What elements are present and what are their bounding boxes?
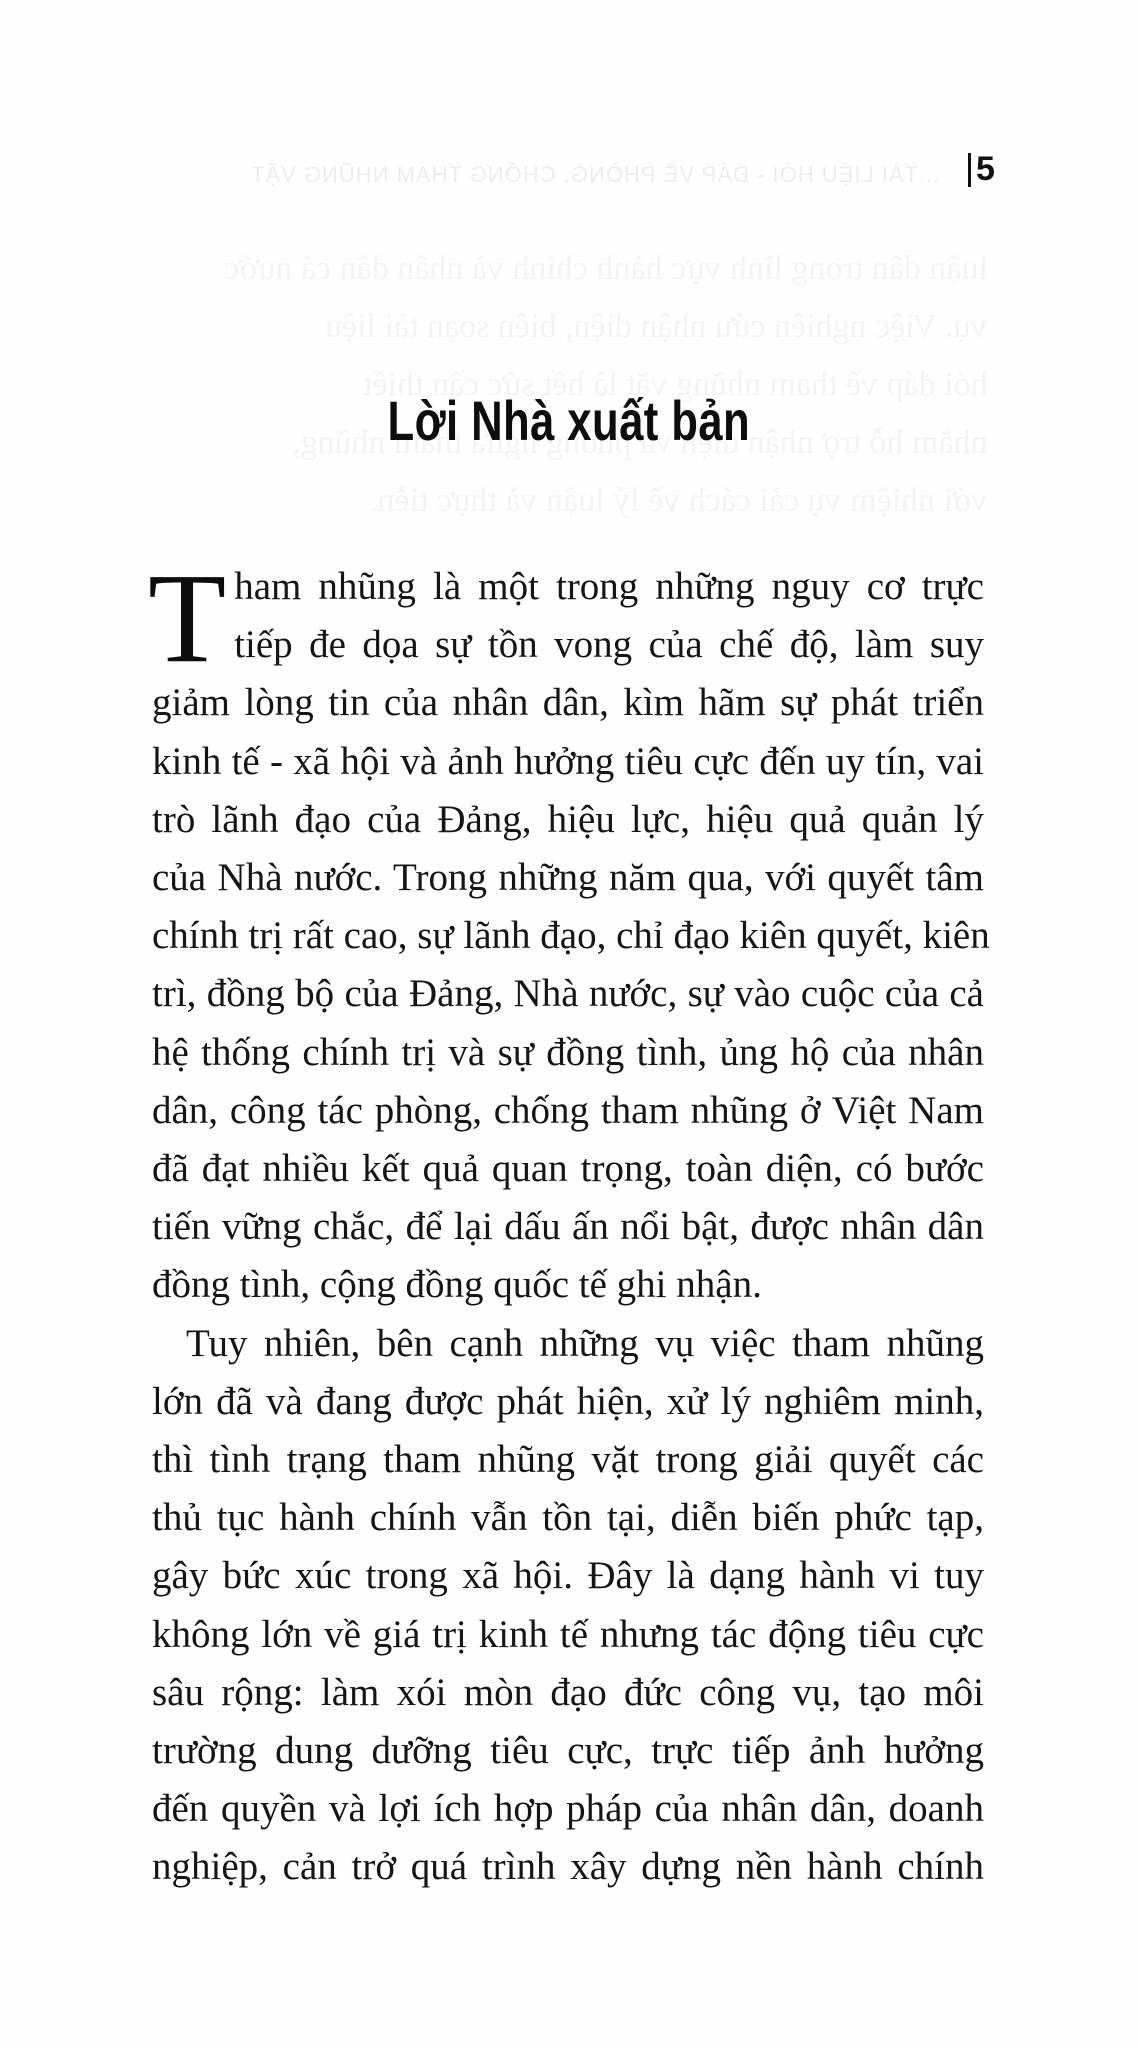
drop-cap: T bbox=[148, 547, 227, 689]
text-line: Tuy nhiên, bên cạnh những vụ việc tham nhũng bbox=[186, 1321, 984, 1365]
text-line: thủ tục hành chính vẫn tồn tại, diễn biến phức tạp, bbox=[152, 1496, 984, 1540]
page-title: Lời Nhà xuất bản bbox=[387, 389, 751, 452]
text-line: nghiệp, cản trở quá trình xây dựng nền hành chính bbox=[152, 1845, 984, 1889]
text-line: hệ thống chính trị và sự đồng tình, ủng hộ của nhân bbox=[152, 1030, 984, 1074]
text-line: ham nhũng là một trong những nguy cơ trực bbox=[234, 565, 984, 608]
text-line: giảm lòng tin của nhân dân, kìm hãm sự phát triển bbox=[152, 681, 984, 725]
paragraph-2 bbox=[152, 1315, 984, 1897]
text-line: tiếp đe dọa sự tồn vong của chế độ, làm suy bbox=[234, 623, 984, 667]
show-through-text bbox=[224, 250, 988, 288]
text-line: đến quyền và lợi ích hợp pháp của nhân dân, doanh bbox=[152, 1787, 984, 1831]
text-line: đã đạt nhiều kết quả quan trọng, toàn diện, có bước bbox=[152, 1147, 984, 1191]
text-line: lớn đã và đang được phát hiện, xử lý nghiêm minh, bbox=[152, 1379, 984, 1423]
paragraph-1 bbox=[148, 547, 990, 1315]
page-number bbox=[968, 150, 995, 189]
body-text bbox=[148, 547, 990, 1897]
text-line: kinh tế - xã hội và ảnh hưởng tiêu cực đến uy tín, vai bbox=[152, 739, 984, 783]
show-through-text bbox=[369, 482, 988, 520]
running-head: ...TÀI LIỆU HỎI - ĐÁP VỀ PHÒNG, CHỐNG THAM NHŨNG VẶT bbox=[250, 162, 940, 187]
text-line: dân, công tác phòng, chống tham nhũng ở Việt Nam bbox=[152, 1088, 984, 1132]
page-number-value: 5 bbox=[976, 150, 995, 188]
text-line: gây bức xúc trong xã hội. Đây là dạng hành vi tuy bbox=[152, 1554, 984, 1598]
text-line: đồng tình, cộng đồng quốc tế ghi nhận. bbox=[152, 1263, 762, 1307]
text-line: trường dung dưỡng tiêu cực, trực tiếp ảnh hưởng bbox=[152, 1729, 984, 1773]
page-number-rule bbox=[968, 153, 971, 187]
text-line: không lớn về giá trị kinh tế nhưng tác động tiêu cực bbox=[152, 1612, 984, 1656]
text-line: thì tình trạng tham nhũng vặt trong giải quyết các bbox=[152, 1438, 984, 1482]
text-line: trì, đồng bộ của Đảng, Nhà nước, sự vào cuộc của cả bbox=[152, 972, 984, 1016]
text-line: trò lãnh đạo của Đảng, hiệu lực, hiệu quả quản lý bbox=[152, 797, 984, 841]
text-line: chính trị rất cao, sự lãnh đạo, chỉ đạo kiên quyết, kiên bbox=[152, 914, 990, 958]
text-line: tiến vững chắc, để lại dấu ấn nổi bật, được nhân dân bbox=[152, 1205, 984, 1249]
show-through-text bbox=[325, 308, 988, 346]
text-line: của Nhà nước. Trong những năm qua, với quyết tâm bbox=[152, 856, 984, 900]
text-line: sâu rộng: làm xói mòn đạo đức công vụ, tạo môi bbox=[152, 1670, 984, 1714]
